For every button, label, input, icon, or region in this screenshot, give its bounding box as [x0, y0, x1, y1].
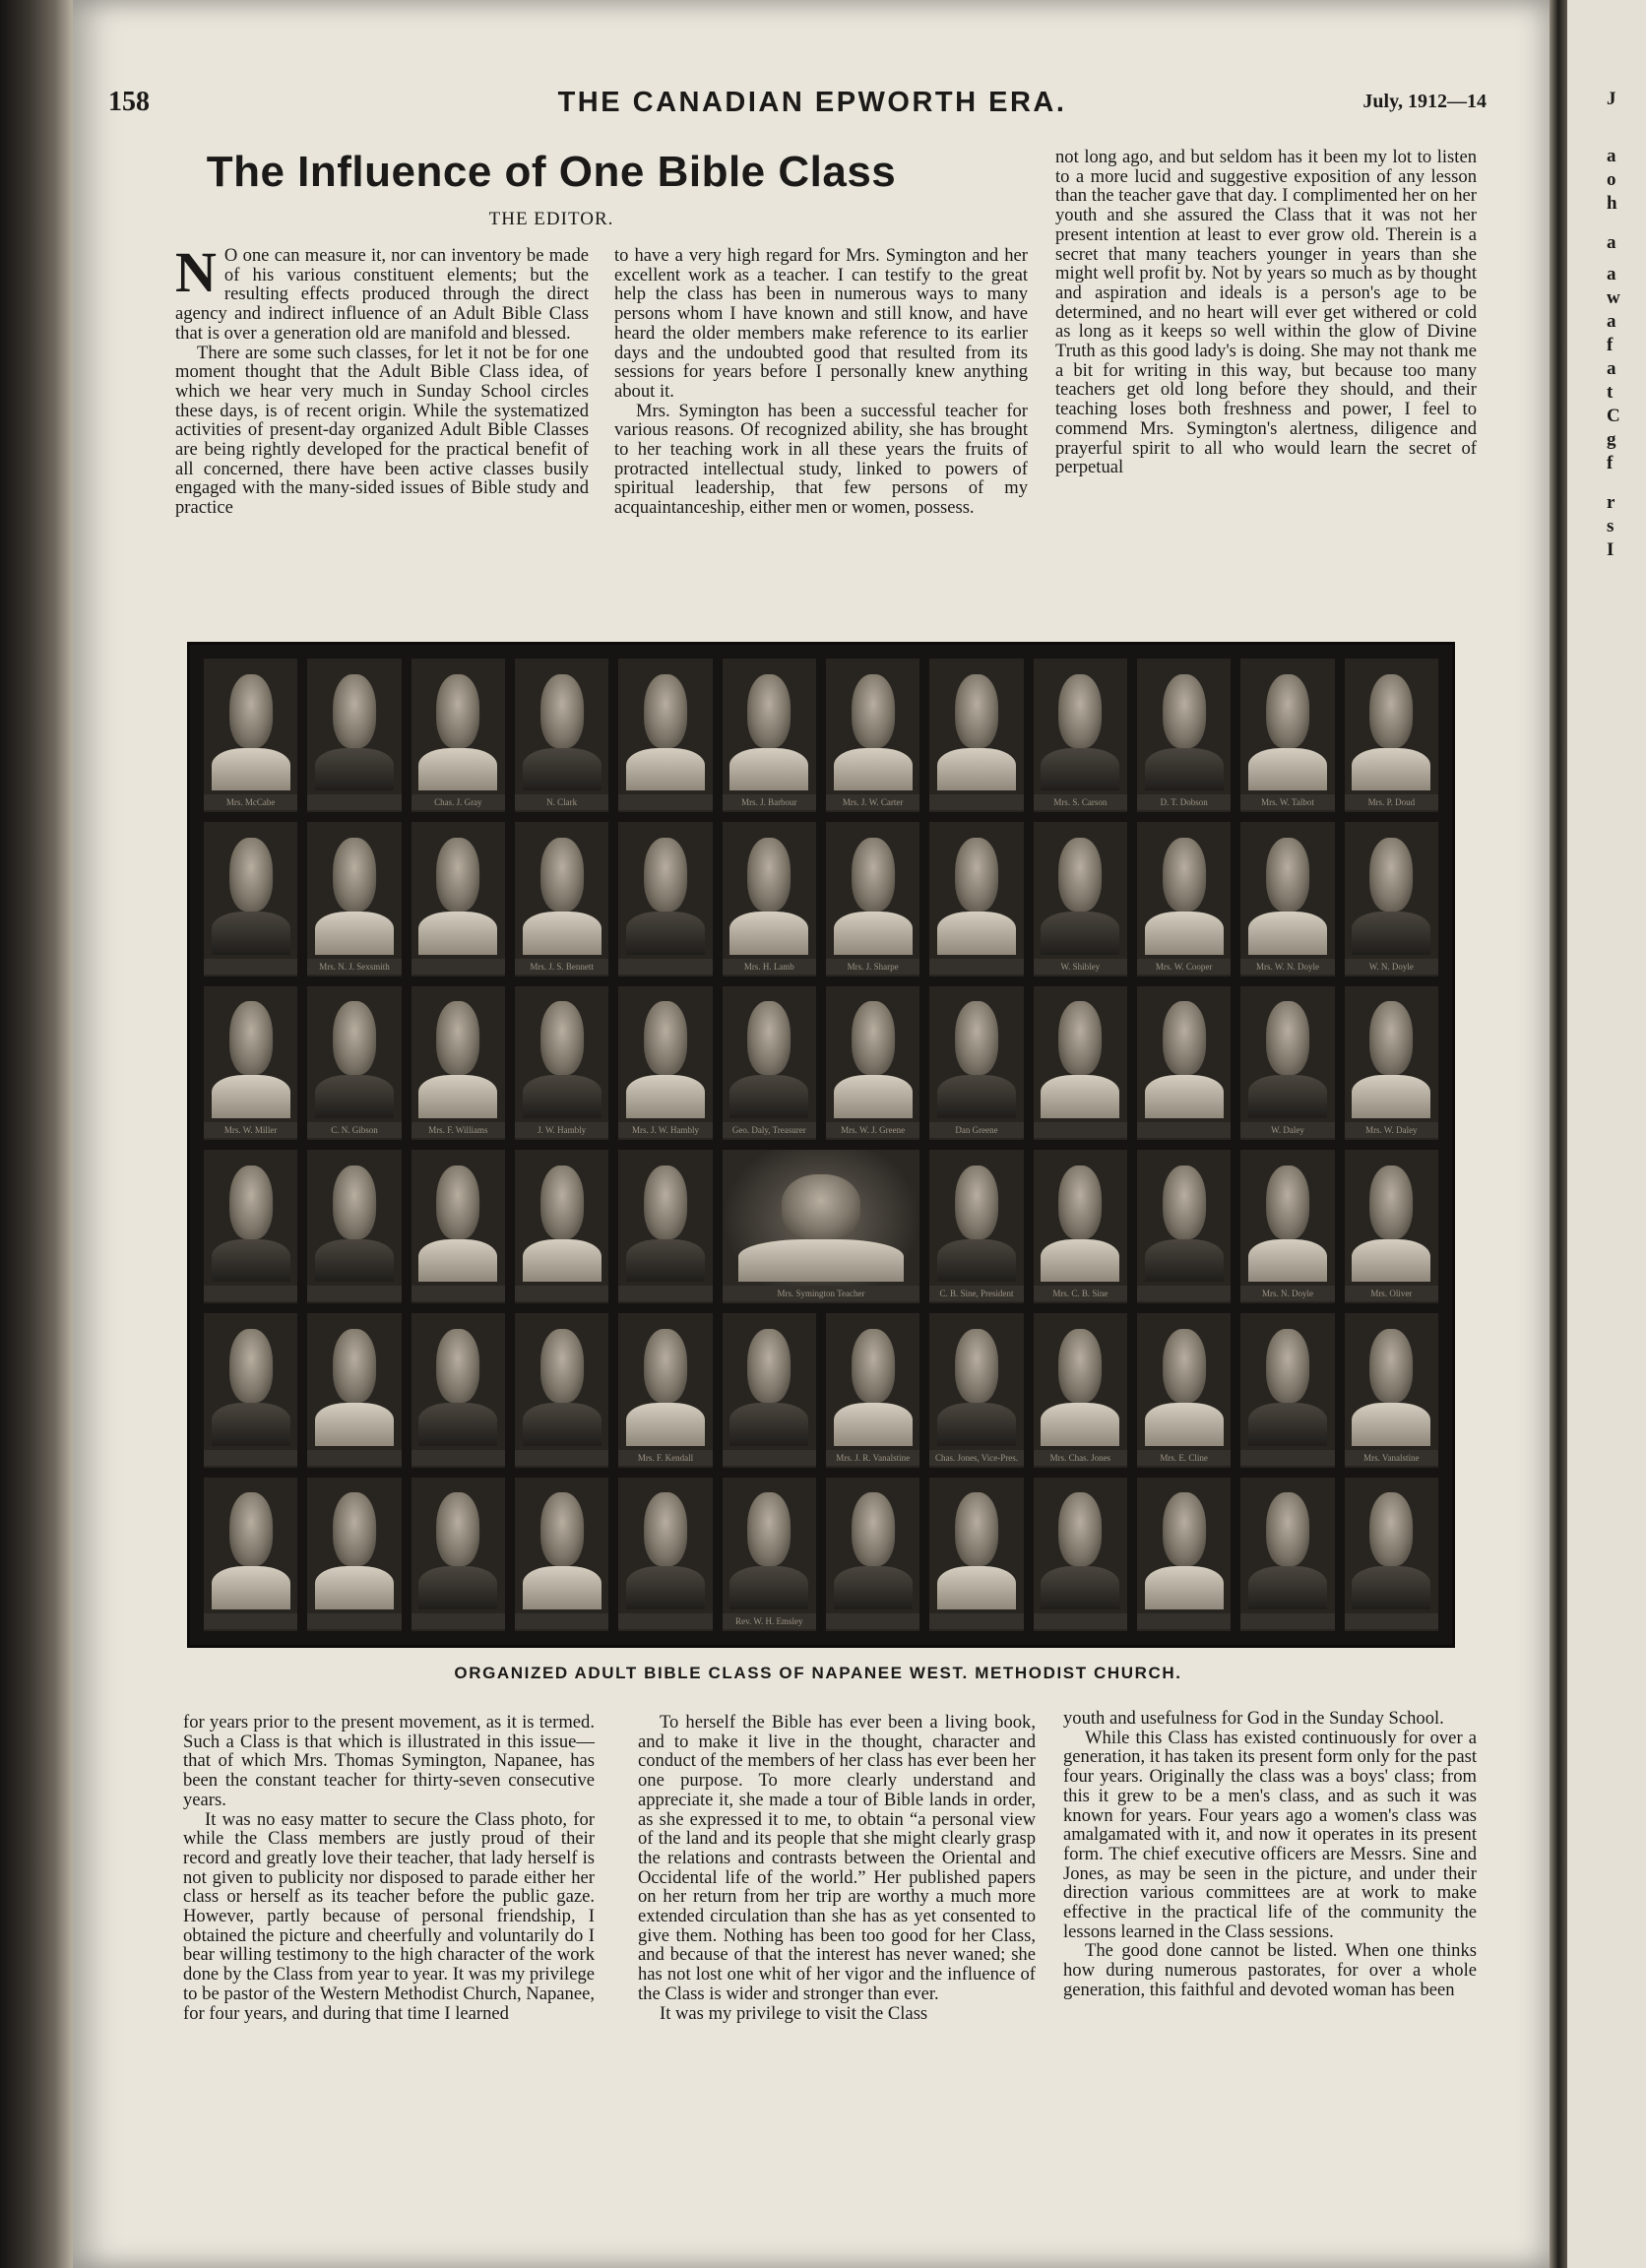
- class-member-portrait: [618, 1313, 712, 1467]
- portrait-name-label: Chas. J. Gray: [412, 794, 505, 810]
- paragraph: It was no easy matter to secure the Class photo, for while the Class members are justly proud of their record and greatly love their teacher, that lady herself is not given to publicity nor disposed to parade either her class or herself as its teacher before the public gaze. However, partly because of personal friendship, I obtained the picture and cheerfully and voluntarily do I bear willing testimony to the high character of the work done by the Class from year to year. It was my privilege to be pastor of the Western Methodist Church, Napanee, for four years, and during that time I learned: [183, 1808, 595, 2024]
- class-member-portrait: [1345, 822, 1438, 976]
- portrait-name-label: Mrs. Oliver: [1345, 1286, 1438, 1301]
- class-member-portrait: [204, 1478, 297, 1631]
- article-byline: THE EDITOR.: [488, 209, 614, 229]
- portrait-name-label: [929, 959, 1023, 975]
- class-member-portrait: [1240, 822, 1334, 976]
- class-member-portrait: [1345, 1478, 1438, 1631]
- class-member-portrait: [826, 986, 919, 1140]
- portrait-name-label: Mrs. W. Miller: [204, 1122, 297, 1138]
- bottom-column-2: [638, 1713, 1036, 2023]
- portrait-name-label: Mrs. J. R. Vanalstine: [826, 1450, 919, 1466]
- portrait-name-label: C. B. Sine, President: [929, 1286, 1023, 1301]
- top-column-3: [1055, 148, 1477, 477]
- portrait-name-label: Mrs. McCabe: [204, 794, 297, 810]
- class-member-portrait: [307, 1313, 401, 1467]
- class-member-portrait: [929, 1313, 1023, 1467]
- portrait-name-label: [204, 959, 297, 975]
- portrait-name-label: [1137, 1286, 1231, 1301]
- top-column-1: [175, 240, 589, 519]
- portrait-name-label: [307, 1286, 401, 1301]
- portrait-name-label: Mrs. N. J. Sexsmith: [307, 959, 401, 975]
- portrait-name-label: Mrs. W. Daley: [1345, 1122, 1438, 1138]
- bottom-column-3: [1063, 1709, 1477, 2000]
- class-member-portrait: [1345, 1313, 1438, 1467]
- class-member-portrait: [1137, 1313, 1231, 1467]
- paragraph-text: O one can measure it, nor can inventory be made of his various constituent elements; but the resulting effects produced through the direct agency and indirect influence of an Adult Bible Class that is over a generation old are manifold and blessed.: [175, 245, 589, 344]
- portrait-name-label: [618, 959, 712, 975]
- class-member-portrait: [1345, 986, 1438, 1140]
- portrait-name-label: [204, 1450, 297, 1466]
- portrait-name-label: Mrs. C. B. Sine: [1034, 1286, 1127, 1301]
- issue-date: July, 1912—14: [1362, 91, 1487, 112]
- next-page-text-fragment: o: [1607, 169, 1616, 190]
- teacher-name-label: Mrs. Symington Teacher: [723, 1286, 920, 1301]
- magazine-title: THE CANADIAN EPWORTH ERA.: [557, 87, 1067, 118]
- portrait-name-label: Mrs. J. S. Bennett: [515, 959, 608, 975]
- class-member-portrait: [515, 1150, 608, 1303]
- class-member-portrait: [618, 659, 712, 812]
- class-member-portrait: [1034, 1478, 1127, 1631]
- paragraph: To herself the Bible has ever been a living book, and to make it live in the thought, character and conduct of the members of her class has ever been her one purpose. To more clearly understand and appreciate it, she made a tour of Bible lands in order, as she expressed it to me, to obtain “a personal view of the land and its people that she might clearly grasp the relations and contrasts between the Oriental and Occidental life of the world.” Her published papers on her return from her trip are worthy a much more extended circulation than she has as yet consented to give them. Nothing has been too good for her Class, and because of that the interest has never waned; she has not lost one whit of her vigor and the influence of the Class is wider and stronger than ever.: [638, 1712, 1036, 2004]
- class-member-portrait: [929, 659, 1023, 812]
- portrait-name-label: [1240, 1450, 1334, 1466]
- class-member-portrait: [204, 822, 297, 976]
- portrait-name-label: [929, 794, 1023, 810]
- class-member-portrait: [515, 986, 608, 1140]
- portrait-name-label: [307, 1450, 401, 1466]
- class-member-portrait: [618, 986, 712, 1140]
- portrait-name-label: Mrs. W. Cooper: [1137, 959, 1231, 975]
- portrait-name-label: [515, 1613, 608, 1629]
- portrait-name-label: Mrs. J. Barbour: [723, 794, 816, 810]
- portrait-name-label: Mrs. W. Talbot: [1240, 794, 1334, 810]
- class-member-portrait: [515, 1478, 608, 1631]
- portrait-name-label: N. Clark: [515, 794, 608, 810]
- class-member-portrait: [412, 1313, 505, 1467]
- portrait-name-label: [1240, 1613, 1334, 1629]
- paragraph: While this Class has existed continuously for over a generation, it has taken its present form only for the past four years. Originally the class was a boys' class; from this it grew to be a men's class, and as such it was known for years. Four years ago a women's class was amalgamated with it, and now it operates in its present form. The chief executive officers are Messrs. Sine and Jones, as may be seen in the picture, and under their direction various committees are at work to make effective in the practical life of the community the lessons learned in the Class sessions.: [1063, 1727, 1477, 1942]
- next-page-text-fragment: s: [1607, 516, 1614, 536]
- portrait-name-label: Mrs. J. W. Carter: [826, 794, 919, 810]
- portrait-name-label: Mrs. Vanalstine: [1345, 1450, 1438, 1466]
- class-member-portrait: [826, 1313, 919, 1467]
- class-member-portrait: [929, 1478, 1023, 1631]
- next-page-text-fragment: J: [1607, 89, 1616, 109]
- next-page-text-fragment: g: [1607, 429, 1616, 450]
- portrait-name-label: Mrs. H. Lamb: [723, 959, 816, 975]
- portrait-name-label: [412, 1613, 505, 1629]
- portrait-name-label: D. T. Dobson: [1137, 794, 1231, 810]
- portrait-name-label: [515, 1450, 608, 1466]
- class-member-portrait: [204, 659, 297, 812]
- portrait-name-label: [204, 1613, 297, 1629]
- book-spine: [1550, 0, 1567, 2268]
- portrait-name-label: Mrs. F. Kendall: [618, 1450, 712, 1466]
- portrait-name-label: W. Shibley: [1034, 959, 1127, 975]
- class-member-portrait: [1345, 1150, 1438, 1303]
- class-member-portrait: [515, 659, 608, 812]
- class-member-portrait: [1034, 659, 1127, 812]
- portrait-name-label: Mrs. S. Carson: [1034, 794, 1127, 810]
- class-member-portrait: [1034, 822, 1127, 976]
- class-member-portrait: [412, 1150, 505, 1303]
- portrait-name-label: Mrs. P. Doud: [1345, 794, 1438, 810]
- class-member-portrait: [929, 1150, 1023, 1303]
- class-member-portrait: [1240, 1150, 1334, 1303]
- class-member-portrait: [1240, 659, 1334, 812]
- class-member-portrait: [929, 986, 1023, 1140]
- class-member-portrait: [929, 822, 1023, 976]
- paragraph: The good done cannot be listed. When one thinks how during numerous pastorates, for over a whole generation, this faithful and devoted woman has been: [1063, 1940, 1477, 2000]
- class-member-portrait: [723, 822, 816, 976]
- portrait-name-label: Mrs. Chas. Jones: [1034, 1450, 1127, 1466]
- class-member-portrait: [412, 659, 505, 812]
- next-page-text-fragment: w: [1607, 287, 1620, 308]
- class-member-portrait: [412, 1478, 505, 1631]
- next-page-text-fragment: C: [1607, 406, 1620, 426]
- page-number: 158: [108, 87, 150, 117]
- class-member-portrait: [307, 1478, 401, 1631]
- portrait-name-label: [618, 1286, 712, 1301]
- paragraph: not long ago, and but seldom has it been my lot to listen to a more lucid and suggestive exposition of any lesson than the teacher gave that day. I complimented her on her youth and she assured the Class that it was not her present intention at least to ever grow old. Therein is a secret that many teachers younger in years than she might well profit by. Not by years so much as by thought and aspiration and ideals is a person's age to be determined, and no heart will ever get withered or cold as long as it keeps so well within the glow of Divine Truth as this good lady's is doing. She may not thank me a bit for writing in this way, but because too many teachers get old long before they should, and their teaching loses both freshness and power, I feel to commend Mrs. Symington's alertness, diligence and prayerful spirit to all who would learn the secret of perpetual: [1055, 147, 1477, 478]
- next-page-text-fragment: a: [1607, 146, 1616, 166]
- drop-cap: N: [175, 240, 217, 304]
- portrait-name-label: [307, 1613, 401, 1629]
- portrait-name-label: Geo. Daly, Treasurer: [723, 1122, 816, 1138]
- class-member-portrait: [826, 1478, 919, 1631]
- paragraph: [175, 240, 589, 344]
- portrait-name-label: [826, 1613, 919, 1629]
- portrait-name-label: W. N. Doyle: [1345, 959, 1438, 975]
- class-member-portrait: [1137, 1478, 1231, 1631]
- class-member-portrait: [515, 822, 608, 976]
- class-member-portrait: [618, 822, 712, 976]
- portrait-name-label: [1034, 1613, 1127, 1629]
- portrait-name-label: [1034, 1122, 1127, 1138]
- class-member-portrait: [826, 822, 919, 976]
- next-page-text-fragment: a: [1607, 264, 1616, 284]
- top-column-2: [614, 246, 1028, 518]
- portrait-name-label: [1137, 1122, 1231, 1138]
- portrait-name-label: C. N. Gibson: [307, 1122, 401, 1138]
- portrait-name-label: Mrs. F. Williams: [412, 1122, 505, 1138]
- next-page-text-fragment: I: [1607, 539, 1614, 560]
- portrait-name-label: Mrs. W. N. Doyle: [1240, 959, 1334, 975]
- class-member-portrait: [204, 986, 297, 1140]
- portrait-name-label: [618, 794, 712, 810]
- portrait-name-label: Chas. Jones, Vice-Pres.: [929, 1450, 1023, 1466]
- class-member-portrait: [307, 822, 401, 976]
- class-member-portrait: [1137, 822, 1231, 976]
- photo-caption: ORGANIZED ADULT BIBLE CLASS OF NAPANEE WEST. METHODIST CHURCH.: [454, 1664, 1182, 1682]
- class-member-portrait: [1137, 986, 1231, 1140]
- class-member-portrait: [412, 986, 505, 1140]
- portrait-name-label: [723, 1450, 816, 1466]
- next-page-text-fragment: r: [1607, 492, 1615, 513]
- class-member-portrait: [1137, 659, 1231, 812]
- portrait-name-label: W. Daley: [1240, 1122, 1334, 1138]
- article-title: The Influence of One Bible Class: [206, 148, 897, 196]
- paragraph: Mrs. Symington has been a successful teacher for various reasons. Of recognized ability, she has brought to her teaching work in all these years the fruits of protracted intellectual study, linked to powers of spiritual leadership, that few persons of my acquaintanceship, either men or women, possess.: [614, 400, 1028, 519]
- class-member-portrait: [618, 1478, 712, 1631]
- class-member-portrait: [723, 986, 816, 1140]
- portrait-name-label: [929, 1613, 1023, 1629]
- class-member-portrait: [826, 659, 919, 812]
- next-page-text-fragment: a: [1607, 232, 1616, 253]
- class-photo-composite: [187, 642, 1455, 1648]
- class-member-portrait: [307, 1150, 401, 1303]
- next-page-text-fragment: t: [1607, 382, 1614, 403]
- portrait-name-label: Mrs. J. W. Hambly: [618, 1122, 712, 1138]
- class-member-portrait: [412, 822, 505, 976]
- class-member-portrait: [1034, 1150, 1127, 1303]
- next-page-text-fragment: h: [1607, 193, 1617, 214]
- portrait-name-label: [412, 959, 505, 975]
- paragraph: to have a very high regard for Mrs. Symington and her excellent work as a teacher. I can testify to the great help the class has been in numerous ways to many persons whom I have known and still know, and have heard the older members make reference to its earlier days and the undoubted good that resulted from its sessions for years before I personally knew anything about it.: [614, 245, 1028, 402]
- class-member-portrait: [1345, 659, 1438, 812]
- next-page-edge: [1567, 0, 1646, 2268]
- class-member-portrait: [723, 659, 816, 812]
- next-page-text-fragment: a: [1607, 311, 1616, 332]
- class-member-portrait: [1240, 1313, 1334, 1467]
- portrait-name-label: Mrs. W. J. Greene: [826, 1122, 919, 1138]
- paragraph: for years prior to the present movement, as it is termed. Such a Class is that which is illustrated in this issue—that of which Mrs. Thomas Symington, Napanee, has been the constant teacher for thirty-seven consecutive years.: [183, 1712, 595, 1810]
- class-member-portrait: [1137, 1150, 1231, 1303]
- class-member-portrait: [307, 986, 401, 1140]
- portrait-name-label: [515, 1286, 608, 1301]
- portrait-name-label: [1137, 1613, 1231, 1629]
- portrait-name-label: Dan Greene: [929, 1122, 1023, 1138]
- portrait-name-label: [412, 1450, 505, 1466]
- class-member-portrait: [1034, 986, 1127, 1140]
- next-page-text-fragment: a: [1607, 358, 1616, 379]
- portrait-name-label: Mrs. N. Doyle: [1240, 1286, 1334, 1301]
- next-page-text-fragment: f: [1607, 335, 1614, 355]
- class-member-portrait: [1240, 986, 1334, 1140]
- class-member-portrait: [1034, 1313, 1127, 1467]
- class-member-portrait: [515, 1313, 608, 1467]
- class-member-portrait: [204, 1150, 297, 1303]
- previous-pages-edge: [0, 0, 73, 2268]
- portrait-name-label: Rev. W. H. Emsley: [723, 1613, 816, 1629]
- paragraph: youth and usefulness for God in the Sunday School.: [1063, 1708, 1444, 1729]
- teacher-portrait: [723, 1150, 920, 1303]
- portrait-name-label: [1345, 1613, 1438, 1629]
- class-member-portrait: [307, 659, 401, 812]
- running-head: [108, 87, 1516, 122]
- portrait-name-label: Mrs. E. Cline: [1137, 1450, 1231, 1466]
- class-member-portrait: [723, 1313, 816, 1467]
- class-member-portrait: [204, 1313, 297, 1467]
- class-member-portrait: [723, 1478, 816, 1631]
- portrait-name-label: [412, 1286, 505, 1301]
- next-page-text-fragment: f: [1607, 453, 1614, 473]
- class-member-portrait: [1240, 1478, 1334, 1631]
- portrait-name-label: Mrs. J. Sharpe: [826, 959, 919, 975]
- class-member-portrait: [618, 1150, 712, 1303]
- portrait-name-label: [307, 794, 401, 810]
- bottom-column-1: [183, 1713, 595, 2023]
- paragraph: There are some such classes, for let it not be for one moment thought that the Adult Bible Class idea, of which we hear very much in Sunday School circles these days, is of recent origin. While the systematized activities of present-day organized Adult Bible Classes are being rightly developed for the practical benefit of all concerned, there have been active classes busily engaged with the many-sided issues of Bible study and practice: [175, 342, 589, 519]
- portrait-name-label: [618, 1613, 712, 1629]
- paragraph: It was my privilege to visit the Class: [660, 2002, 928, 2024]
- portrait-name-label: J. W. Hambly: [515, 1122, 608, 1138]
- portrait-name-label: [204, 1286, 297, 1301]
